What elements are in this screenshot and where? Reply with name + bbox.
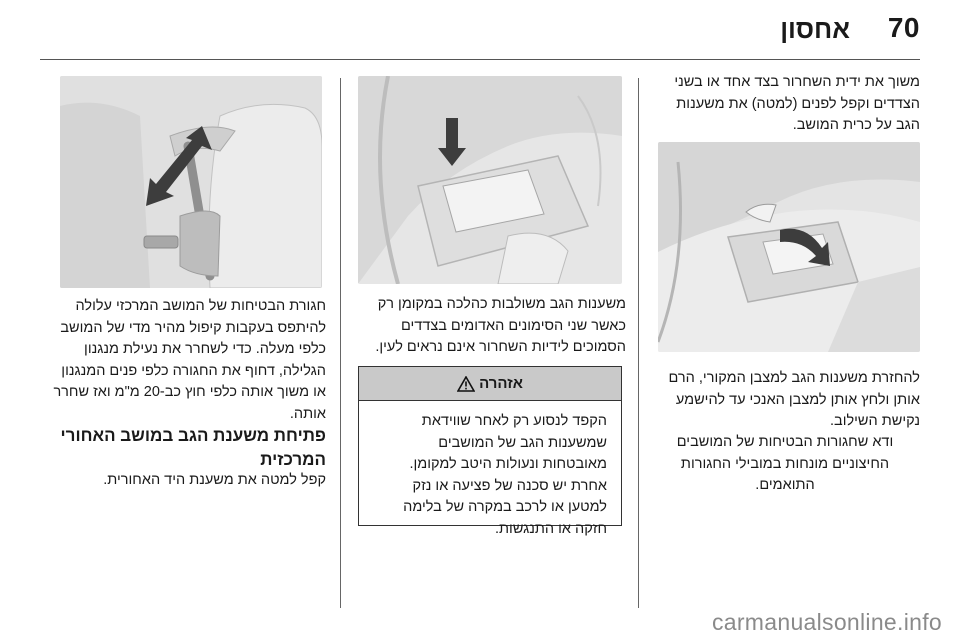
watermark: carmanualsonline.info xyxy=(711,609,942,635)
arrow-icon xyxy=(142,126,212,206)
warning-text: הקפד לנסוע רק לאחר שווידאת שמשענות הגב של המושבים מאובטחות ונעולות היטב למקומן. אחרת יש סכנה של פציעה או נזק למטען או לרכב במקרה של בלימה חזקה או התנגשות. xyxy=(403,413,607,537)
photo-backrest-red-mark xyxy=(358,76,622,284)
right-paragraph-3: ודא שחגורות הבטיחות של המושבים החיצוניים מונחות במובילי החגורות התואמים. xyxy=(676,434,894,493)
left-paragraph-1: חגורת הבטיחות של המושב המרכזי עלולה להיתפס בעקבות קיפול מהיר מדי של המושב כלפי מעלה. כדי לשחרר את נעילת מנגנון הגלילה, דחוף את החגורה כלפי פנים המנגנון או משוך אותה כלפי חוץ כב-20 מ"מ ואז שחרר אותה. xyxy=(53,298,326,422)
right-paragraph-1: משוך את ידית השחרור בצד אחד או בשני הצדדים וקפל לפנים (למטה) את משענות הגב על כרית המושב. xyxy=(674,74,920,133)
arrow-icon xyxy=(438,118,466,166)
page-number: 70 xyxy=(887,12,920,43)
header-rule xyxy=(40,59,920,60)
left-heading: פתיחת משענת הגב במושב האחורי המרכזית xyxy=(60,426,326,469)
section-title: אחסון xyxy=(780,14,850,44)
right-paragraph-2: להחזרת משענות הגב למצבן המקורי, הרם אותן ולחץ אותן למצבן האנכי עד להישמע נקישת השילוב. xyxy=(668,370,920,429)
page-header xyxy=(0,0,960,62)
arrow-icon xyxy=(778,222,838,272)
middle-paragraph-1: משענות הגב משולבות כהלכה במקומן רק כאשר שני הסימונים האדומים בצדדים הסמוכים לידיות השחרור אינם נראים לעין. xyxy=(375,296,626,355)
column-divider-left xyxy=(340,78,341,608)
warning-title: אזהרה xyxy=(479,375,523,392)
column-divider-right xyxy=(638,78,639,608)
warning-triangle-icon xyxy=(457,376,475,392)
photo-seat-release-handle xyxy=(658,142,920,352)
warning-box xyxy=(358,366,622,537)
warning-header xyxy=(359,367,621,401)
photo-seat-belt-guide xyxy=(60,76,322,288)
left-paragraph-2: קפל למטה את משענת היד האחורית. xyxy=(103,472,326,488)
